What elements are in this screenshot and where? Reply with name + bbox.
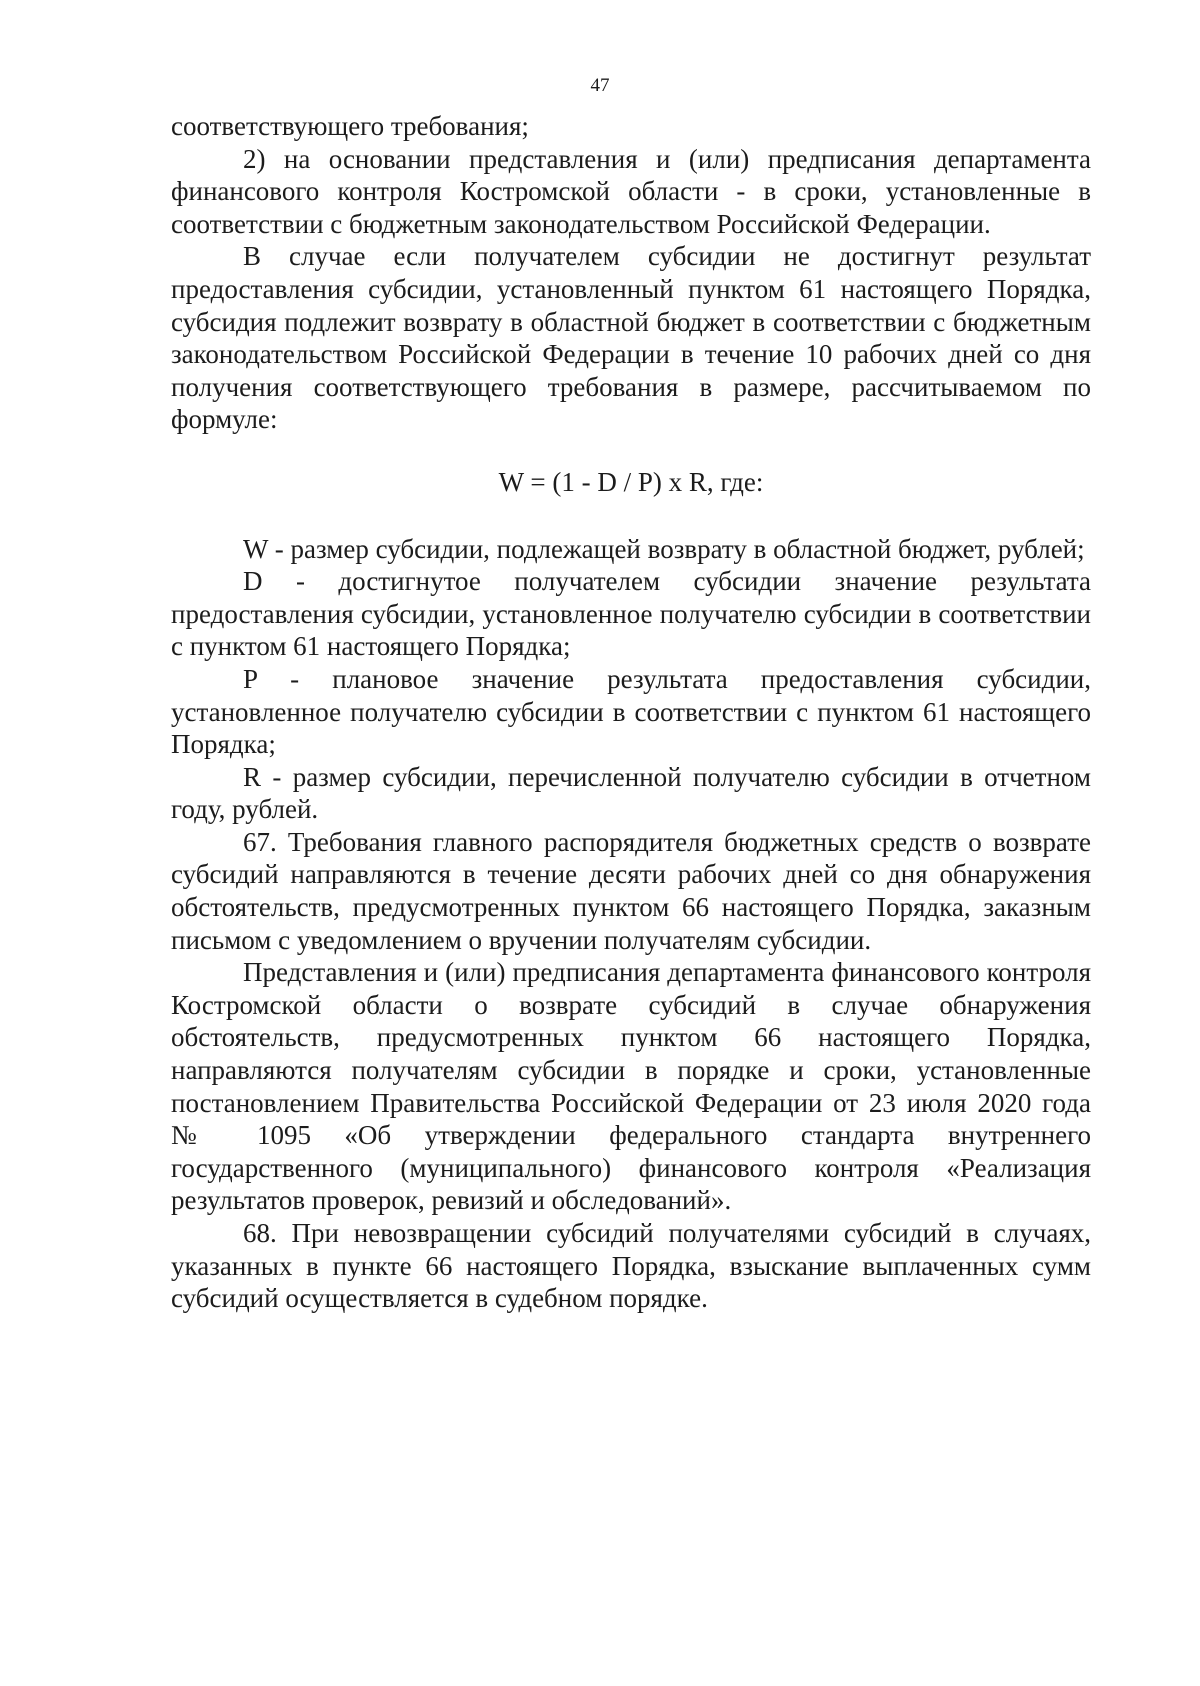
definition-p: P - плановое значение результата предоставления субсидии, установленное получателю субсидии в соответствии с пунктом 61 настоящего Порядка; [171,663,1091,760]
paragraph-item-2: 2) на основании представления и (или) предписания департамента финансового контроля Костромской области - в сроки, установленные в соответствии с бюджетным законодательством Российской Федерации. [171,143,1091,239]
paragraph-68: 68. При невозвращении субсидий получателями субсидий в случаях, указанных в пункте 66 настоящего Порядка, взыскание выплаченных сумм субсидий осуществляется в судебном порядке. [171,1218,1091,1314]
paragraph-67: 67. Требования главного распорядителя бюджетных средств о возврате субсидий направляются в течение десяти рабочих дней со дня обнаружения обстоятельств, предусмотренных пунктом 66 настоящего Порядка, заказным письмом с уведомлением о вручении получателям субсидии. [171,826,1091,955]
paragraph-subsidy-return: В случае если получателем субсидии не достигнут результат предоставления субсидии, установленный пунктом 61 настоящего Порядка, субсидия подлежит возврату в областной бюджет в соответствии с бюджетным законодательством Российской Федерации в течение 10 рабочих дней со дня получения соответствующего требования в размере, рассчитываемом по формуле: [171,241,1091,435]
definition-w: W - размер субсидии, подлежащей возврату в областной бюджет, рублей; [243,533,1085,564]
paragraph-financial-control: Представления и (или) предписания департамента финансового контроля Костромской области о возврате субсидий в случае обнаружения обстоятельств, предусмотренных пунктом 66 настоящего Порядка, направляются получателям субсидии в порядке и сроки, установленные постановлением Правительства Российской Федерации от 23 июля 2020 года № 1095 «Об утверждении федерального стандарта внутреннего государственного (муниципального) финансового контроля «Реализация результатов проверок, ревизий и обследований». [171,957,1091,1216]
definition-r: R - размер субсидии, перечисленной получателю субсидии в отчетном году, рублей. [171,761,1091,825]
formula: W = (1 - D / P) x R, где: [498,466,764,497]
paragraph-continuation: соответствующего требования; [171,111,529,141]
document-body [171,110,1091,1315]
definition-d: D - достигнутое получателем субсидии значение результата предоставления субсидии, установленное получателю субсидии в соответствии с пунктом 61 настоящего Порядка; [171,566,1091,662]
page-number: 47 [590,75,610,96]
